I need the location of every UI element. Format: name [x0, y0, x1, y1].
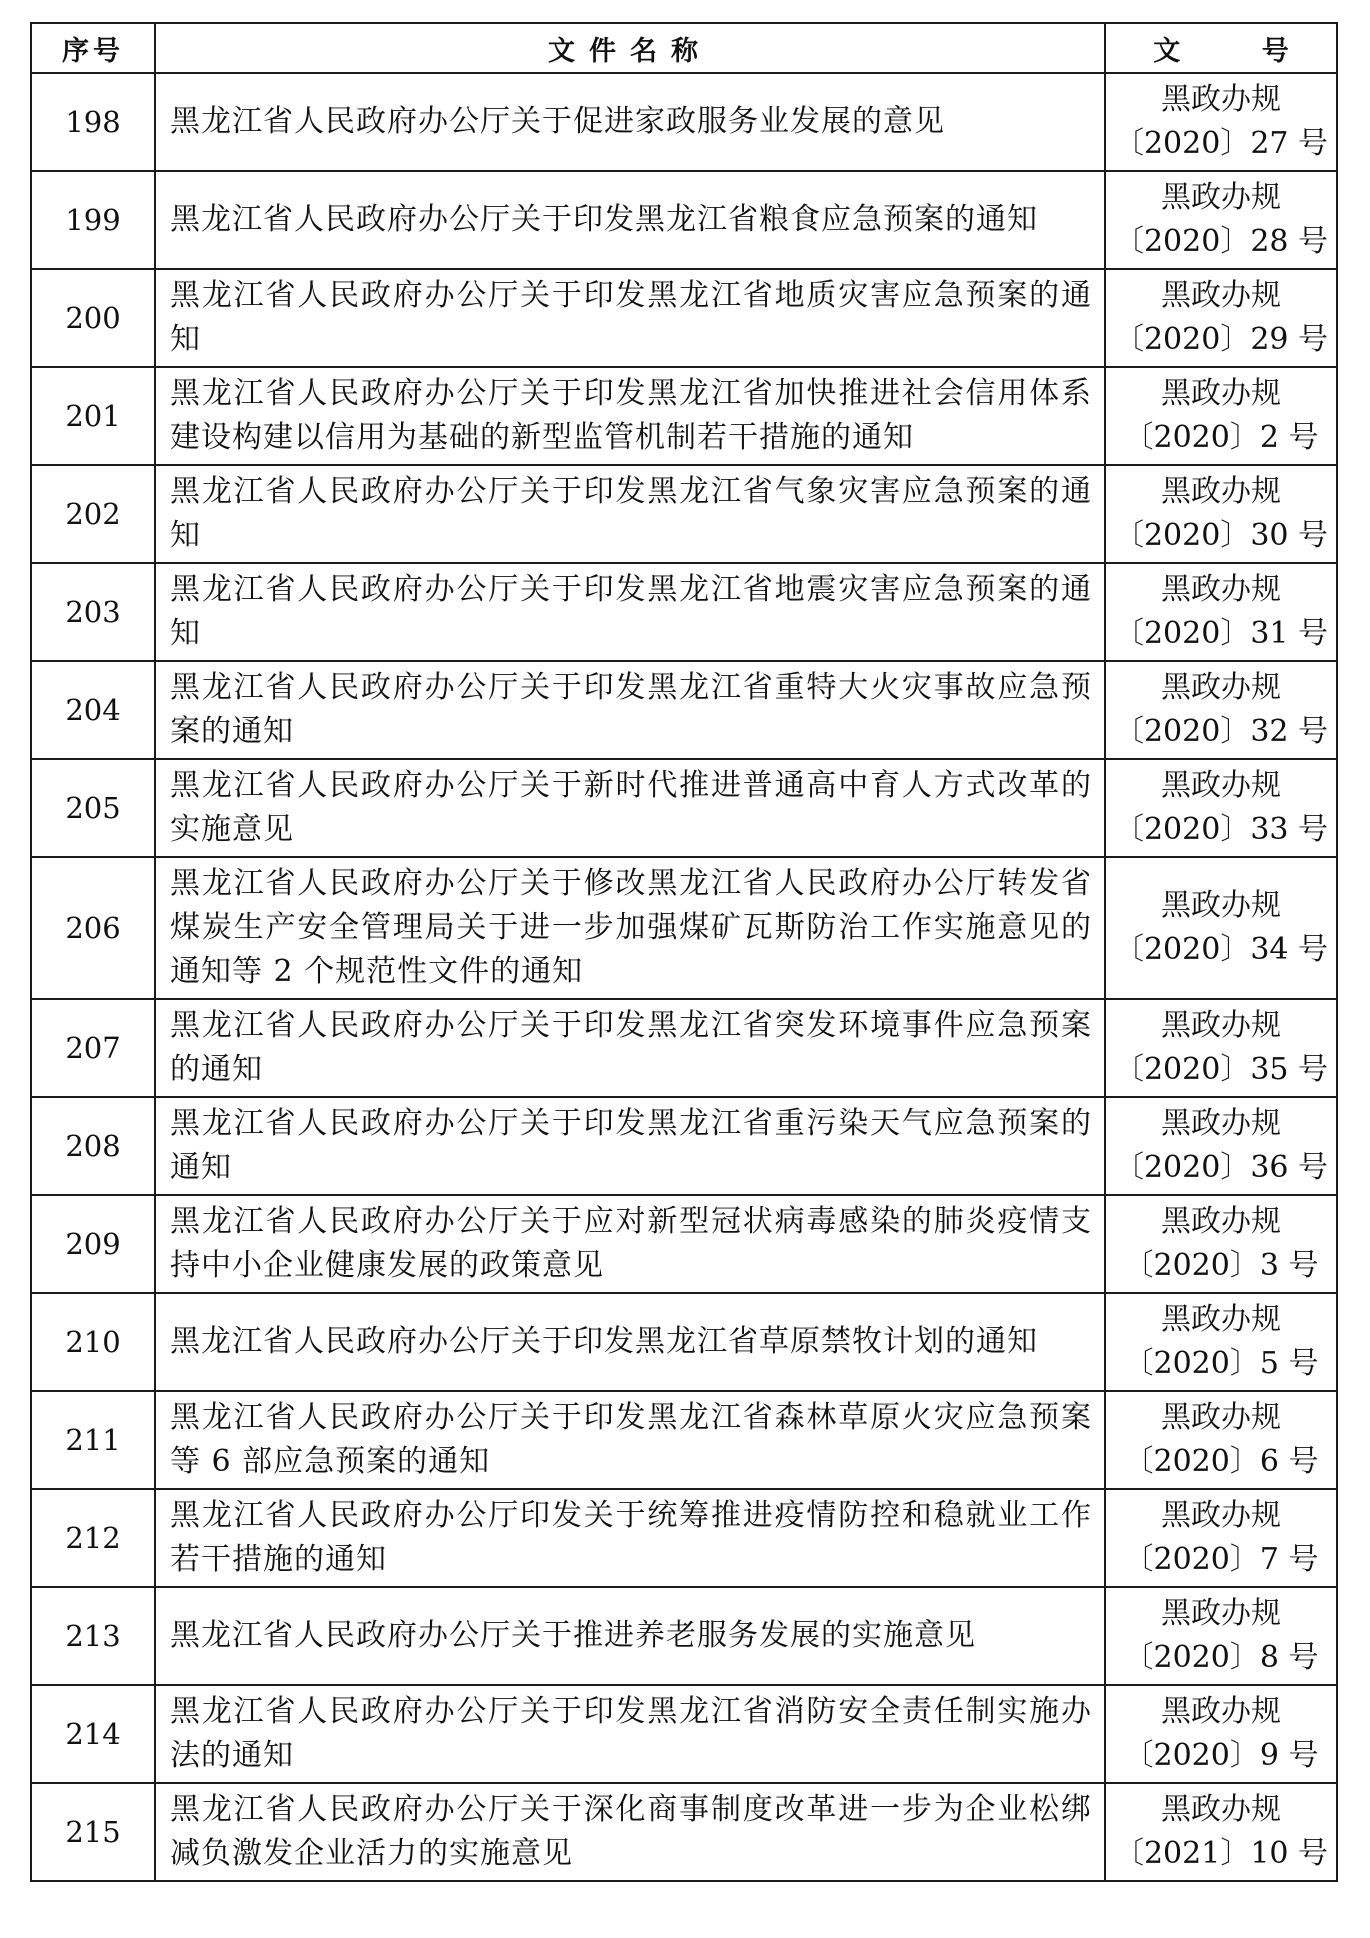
row-document-name: 黑龙江省人民政府办公厅关于修改黑龙江省人民政府办公厅转发省煤炭生产安全管理局关于进一步加强煤矿瓦斯防治工作实施意见的通知等 2 个规范性文件的通知 — [155, 857, 1105, 999]
document-number-prefix: 黑政办规 — [1161, 1694, 1281, 1729]
row-document-number — [1105, 367, 1337, 465]
document-number-prefix: 黑政办规 — [1161, 888, 1281, 923]
row-document-name: 黑龙江省人民政府办公厅关于推进养老服务发展的实施意见 — [155, 1587, 1105, 1685]
table-header-row — [31, 23, 1337, 73]
row-serial-number: 212 — [31, 1489, 155, 1587]
table-row — [31, 1391, 1337, 1489]
document-number-year: 〔2020〕6 号 — [1123, 1444, 1319, 1479]
document-number-year: 〔2020〕28 号 — [1113, 224, 1329, 259]
row-document-name: 黑龙江省人民政府办公厅关于印发黑龙江省草原禁牧计划的通知 — [155, 1293, 1105, 1391]
row-serial-number: 199 — [31, 171, 155, 269]
row-document-name: 黑龙江省人民政府办公厅关于促进家政服务业发展的意见 — [155, 73, 1105, 171]
row-document-number — [1105, 1783, 1337, 1881]
row-document-number — [1105, 1195, 1337, 1293]
table-row — [31, 1195, 1337, 1293]
row-serial-number: 210 — [31, 1293, 155, 1391]
row-document-name: 黑龙江省人民政府办公厅关于印发黑龙江省重污染天气应急预案的通知 — [155, 1097, 1105, 1195]
document-number-prefix: 黑政办规 — [1161, 474, 1281, 509]
row-document-name: 黑龙江省人民政府办公厅关于印发黑龙江省加快推进社会信用体系建设构建以信用为基础的新型监管机制若干措施的通知 — [155, 367, 1105, 465]
row-document-name: 黑龙江省人民政府办公厅关于深化商事制度改革进一步为企业松绑减负激发企业活力的实施意见 — [155, 1783, 1105, 1881]
document-number-year: 〔2020〕30 号 — [1113, 518, 1329, 553]
document-number-year: 〔2020〕3 号 — [1123, 1248, 1319, 1283]
document-number-prefix: 黑政办规 — [1161, 1204, 1281, 1239]
document-number-year: 〔2020〕2 号 — [1123, 420, 1319, 455]
table-row — [31, 1293, 1337, 1391]
table-row — [31, 1685, 1337, 1783]
row-serial-number: 202 — [31, 465, 155, 563]
row-document-name: 黑龙江省人民政府办公厅印发关于统筹推进疫情防控和稳就业工作若干措施的通知 — [155, 1489, 1105, 1587]
table-row — [31, 1489, 1337, 1587]
row-document-name: 黑龙江省人民政府办公厅关于新时代推进普通高中育人方式改革的实施意见 — [155, 759, 1105, 857]
document-number-year: 〔2020〕35 号 — [1113, 1052, 1329, 1087]
document-number-year: 〔2020〕32 号 — [1113, 714, 1329, 749]
document-number-prefix: 黑政办规 — [1161, 1792, 1281, 1827]
row-document-number — [1105, 857, 1337, 999]
table-row — [31, 857, 1337, 999]
row-document-number — [1105, 661, 1337, 759]
document-number-year: 〔2020〕5 号 — [1123, 1346, 1319, 1381]
row-serial-number: 213 — [31, 1587, 155, 1685]
row-serial-number: 201 — [31, 367, 155, 465]
row-document-name: 黑龙江省人民政府办公厅关于印发黑龙江省地质灾害应急预案的通知 — [155, 269, 1105, 367]
table-body — [31, 73, 1337, 1881]
document-number-prefix: 黑政办规 — [1161, 1106, 1281, 1141]
row-document-number — [1105, 269, 1337, 367]
row-document-number — [1105, 1391, 1337, 1489]
document-number-year: 〔2020〕7 号 — [1123, 1542, 1319, 1577]
document-number-year: 〔2020〕8 号 — [1123, 1640, 1319, 1675]
row-document-name: 黑龙江省人民政府办公厅关于印发黑龙江省粮食应急预案的通知 — [155, 171, 1105, 269]
document-number-prefix: 黑政办规 — [1161, 180, 1281, 215]
document-number-prefix: 黑政办规 — [1161, 1400, 1281, 1435]
row-document-number — [1105, 1685, 1337, 1783]
row-serial-number: 203 — [31, 563, 155, 661]
document-number-year: 〔2021〕10 号 — [1113, 1836, 1329, 1871]
row-document-name: 黑龙江省人民政府办公厅关于印发黑龙江省气象灾害应急预案的通知 — [155, 465, 1105, 563]
row-document-number — [1105, 563, 1337, 661]
document-page — [30, 22, 1336, 1882]
row-document-number — [1105, 1489, 1337, 1587]
document-number-prefix: 黑政办规 — [1161, 670, 1281, 705]
document-list-table — [30, 22, 1338, 1882]
document-number-prefix: 黑政办规 — [1161, 1596, 1281, 1631]
document-number-year: 〔2020〕31 号 — [1113, 616, 1329, 651]
table-row — [31, 1097, 1337, 1195]
row-document-name: 黑龙江省人民政府办公厅关于印发黑龙江省消防安全责任制实施办法的通知 — [155, 1685, 1105, 1783]
row-document-name: 黑龙江省人民政府办公厅关于印发黑龙江省重特大火灾事故应急预案的通知 — [155, 661, 1105, 759]
header-document-name: 文件名称 — [155, 23, 1105, 73]
table-row — [31, 563, 1337, 661]
row-serial-number: 211 — [31, 1391, 155, 1489]
row-document-number — [1105, 171, 1337, 269]
row-document-number — [1105, 999, 1337, 1097]
table-row — [31, 999, 1337, 1097]
row-document-name: 黑龙江省人民政府办公厅关于印发黑龙江省地震灾害应急预案的通知 — [155, 563, 1105, 661]
row-document-number — [1105, 759, 1337, 857]
row-document-name: 黑龙江省人民政府办公厅关于印发黑龙江省森林草原火灾应急预案等 6 部应急预案的通知 — [155, 1391, 1105, 1489]
table-row — [31, 269, 1337, 367]
row-serial-number: 206 — [31, 857, 155, 999]
table-row — [31, 171, 1337, 269]
table-row — [31, 1587, 1337, 1685]
row-serial-number: 208 — [31, 1097, 155, 1195]
document-number-year: 〔2020〕27 号 — [1113, 126, 1329, 161]
row-document-number — [1105, 1097, 1337, 1195]
document-number-year: 〔2020〕29 号 — [1113, 322, 1329, 357]
document-number-prefix: 黑政办规 — [1161, 572, 1281, 607]
document-number-year: 〔2020〕34 号 — [1113, 932, 1329, 967]
row-document-number — [1105, 73, 1337, 171]
row-document-number — [1105, 1293, 1337, 1391]
row-serial-number: 198 — [31, 73, 155, 171]
table-row — [31, 759, 1337, 857]
row-serial-number: 215 — [31, 1783, 155, 1881]
row-document-name: 黑龙江省人民政府办公厅关于应对新型冠状病毒感染的肺炎疫情支持中小企业健康发展的政策意见 — [155, 1195, 1105, 1293]
row-document-number — [1105, 1587, 1337, 1685]
row-serial-number: 214 — [31, 1685, 155, 1783]
row-serial-number: 207 — [31, 999, 155, 1097]
row-document-number — [1105, 465, 1337, 563]
table-row — [31, 1783, 1337, 1881]
document-number-year: 〔2020〕9 号 — [1123, 1738, 1319, 1773]
row-serial-number: 204 — [31, 661, 155, 759]
row-serial-number: 209 — [31, 1195, 155, 1293]
document-number-prefix: 黑政办规 — [1161, 278, 1281, 313]
table-row — [31, 661, 1337, 759]
row-serial-number: 200 — [31, 269, 155, 367]
table-row — [31, 367, 1337, 465]
document-number-prefix: 黑政办规 — [1161, 376, 1281, 411]
table-row — [31, 465, 1337, 563]
document-number-prefix: 黑政办规 — [1161, 1302, 1281, 1337]
document-number-year: 〔2020〕36 号 — [1113, 1150, 1329, 1185]
row-serial-number: 205 — [31, 759, 155, 857]
header-document-number: 文 号 — [1105, 23, 1337, 73]
document-number-prefix: 黑政办规 — [1161, 1008, 1281, 1043]
document-number-year: 〔2020〕33 号 — [1113, 812, 1329, 847]
header-serial-number: 序号 — [31, 23, 155, 73]
document-number-prefix: 黑政办规 — [1161, 1498, 1281, 1533]
table-row — [31, 73, 1337, 171]
document-number-prefix: 黑政办规 — [1161, 82, 1281, 117]
document-number-prefix: 黑政办规 — [1161, 768, 1281, 803]
row-document-name: 黑龙江省人民政府办公厅关于印发黑龙江省突发环境事件应急预案的通知 — [155, 999, 1105, 1097]
